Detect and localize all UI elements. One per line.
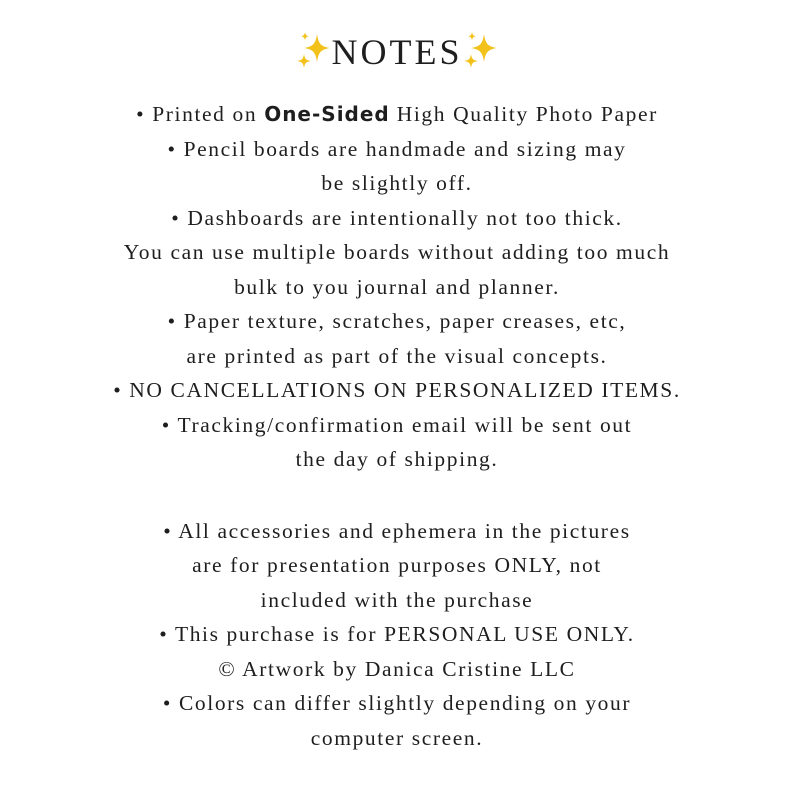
note-line: computer screen.: [310, 725, 484, 750]
note-line: • Colors can differ slightly depending on your: [162, 691, 632, 715]
note-line: • NO CANCELLATIONS ON PERSONALIZED ITEMS.: [113, 378, 681, 402]
sparkles-icon: [296, 30, 332, 70]
note-spacer: [0, 477, 794, 514]
note-line: are for presentation purposes ONLY, not: [192, 553, 602, 577]
page-title: [0, 26, 794, 78]
title-text: NOTES: [331, 32, 463, 72]
note-line: • Dashboards are intentionally not too thick.: [171, 205, 623, 230]
note-line: • Pencil boards are handmade and sizing may: [167, 136, 627, 161]
note-text: High Quality Photo Paper: [389, 102, 658, 126]
note-line: • This purchase is for PERSONAL USE ONLY.: [159, 622, 635, 646]
note-line: are printed as part of the visual concepts.: [186, 343, 608, 368]
note-line: • Paper texture, scratches, paper creases, etc,: [167, 309, 627, 333]
note-line: included with the purchase: [260, 587, 534, 612]
notes-list: [0, 97, 794, 755]
note-line: be slightly off.: [321, 171, 473, 195]
note-line: • Tracking/confirmation email will be sent out: [161, 412, 633, 437]
note-line: the day of shipping.: [295, 447, 499, 471]
note-emphasis: One-Sided: [264, 102, 390, 126]
sparkles-icon: [463, 30, 499, 70]
note-line: © Artwork by Danica Cristine LLC: [218, 656, 576, 681]
note-text: • Printed on: [136, 102, 265, 126]
note-line: • All accessories and ephemera in the pictures: [163, 518, 631, 543]
note-line: bulk to you journal and planner.: [234, 274, 560, 299]
note-line: You can use multiple boards without adding too much: [123, 240, 671, 264]
note-line: [0, 97, 794, 132]
